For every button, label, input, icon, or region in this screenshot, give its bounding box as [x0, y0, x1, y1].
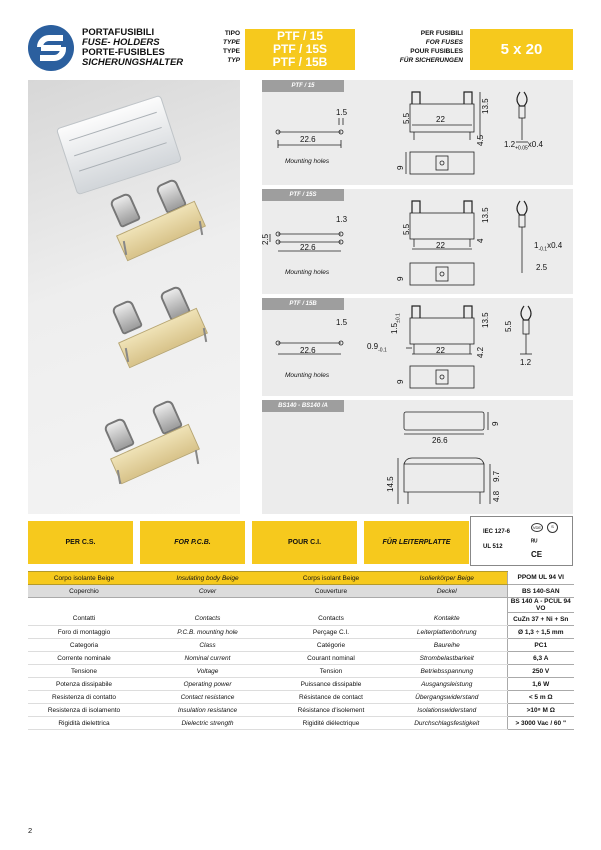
title-fr: PORTE-FUSIBLES: [82, 47, 165, 58]
dim-side-top: 9: [491, 421, 500, 426]
spec-cell-it: Tensione: [28, 665, 140, 678]
spec-cell-de: Baureihe: [387, 639, 507, 652]
spec-row: [28, 585, 574, 598]
spec-cell-fr: Puissance dissipable: [275, 678, 387, 691]
dim-offset: 2.5: [261, 233, 270, 245]
spec-cell-val: 6,3 A: [507, 652, 574, 665]
spec-cell-it: Coperchio: [28, 585, 140, 598]
page-number: 2: [28, 826, 33, 835]
photo-bs140: [28, 390, 240, 510]
ptf15s-drawing: [262, 189, 573, 294]
spec-cell-val: 250 V: [507, 665, 574, 678]
panel-label: PTF / 15S: [262, 189, 344, 201]
spec-cell-fr: Résistance d'isolement: [275, 704, 387, 717]
dim-hole-spacing: 22.6: [300, 135, 316, 144]
panel-label: PTF / 15B: [262, 298, 344, 310]
spec-cell-it: Contatti: [28, 613, 140, 626]
spec-cell-fr: Corps isolant Beige: [275, 572, 387, 585]
cert-iec: IEC 127-6: [483, 529, 511, 535]
title-it: PORTAFUSIBILI: [82, 27, 155, 38]
spec-cell-val: CuZn 37 + Ni + Sn: [507, 613, 574, 626]
dim-side: 9: [396, 379, 405, 384]
spec-cell-fr: Résistance de contact: [275, 691, 387, 704]
dim-side: 9: [396, 165, 405, 170]
spec-cell-en: Contacts: [140, 613, 275, 626]
type-ptf15b: PTF / 15B: [272, 55, 328, 69]
dim-width: 26.6: [432, 436, 448, 445]
spec-row: [28, 598, 574, 613]
type-label-it: TIPO: [224, 30, 240, 37]
spec-cell-de: Leiterplattenbohrung: [387, 626, 507, 639]
spec-cell-it: Resistenza di isolamento: [28, 704, 140, 717]
spec-cell-val: >10⁸ M Ω: [507, 704, 574, 717]
dim-height: 13.5: [481, 312, 490, 328]
mounting-holes-label: Mounting holes: [285, 158, 330, 165]
for-fuses-labels: [360, 29, 463, 65]
spec-cell-it: Rigidità dielettrica: [28, 717, 140, 730]
dim-pin: $1.2_{+0.05}x0.4$: [504, 140, 543, 152]
dim-lower: 4: [476, 238, 485, 243]
dim-hole-diameter: 1.5: [336, 318, 348, 327]
spec-cell-val: 1,6 W: [507, 678, 574, 691]
spec-cell-en: Nominal current: [140, 652, 275, 665]
spec-cell-de: Übergangswiderstand: [387, 691, 507, 704]
spec-row: [28, 717, 574, 730]
dim-offset: $0.9_{-0.1}$: [367, 342, 387, 354]
spec-cell-de: Betriebsspannung: [387, 665, 507, 678]
spec-cell-de: Strombelastbarkeit: [387, 652, 507, 665]
spec-cell-val: > 3000 Vac / 60 ": [507, 717, 574, 730]
dim-top: 5.5: [402, 112, 411, 124]
spec-row: [28, 613, 574, 626]
spec-cell-val: < 5 m Ω: [507, 691, 574, 704]
ul-icon: ᴿᵁ: [531, 539, 538, 546]
spec-cell-it: Corrente nominale: [28, 652, 140, 665]
mounting-holes-label: Mounting holes: [285, 269, 330, 276]
spec-cell-de: Durchschlagsfestigkeit: [387, 717, 507, 730]
spec-cell-de: Deckel: [387, 585, 507, 598]
dim-height: 13.5: [481, 207, 490, 223]
spec-row: [28, 704, 574, 717]
spec-cell-fr: Rigidité diélectrique: [275, 717, 387, 730]
dim-width: 22: [436, 115, 445, 124]
ce-icon: CE: [531, 550, 543, 559]
spec-row: [28, 678, 574, 691]
dim-pin: $1_{-0.1}x0.4$: [534, 241, 563, 253]
dim-height: 14.5: [386, 476, 395, 492]
spec-row: [28, 626, 574, 639]
spec-row: [28, 572, 574, 585]
dim-height: 13.5: [481, 98, 490, 114]
spec-cell-it: [28, 598, 140, 613]
spec-cell-fr: Courant nominal: [275, 652, 387, 665]
header-fur-leiterplatte: FÜR LEITERPLATTE: [364, 521, 469, 564]
spec-row: [28, 639, 574, 652]
product-photos: [28, 80, 240, 514]
cert-ul: UL 512: [483, 544, 503, 550]
panel-ptf15s: [262, 189, 573, 294]
dim-width: 22: [436, 346, 445, 355]
vde-icon: VDE: [532, 525, 542, 530]
spec-cell-it: Corpo isolante Beige: [28, 572, 140, 585]
dim-pin-length: 2.5: [536, 263, 548, 272]
spec-cell-fr: Tension: [275, 665, 387, 678]
type-label-en: TYPE: [223, 39, 240, 46]
spec-cell-de: Isolationswiderstand: [387, 704, 507, 717]
spec-cell-val: BS 140-SAN: [507, 585, 574, 598]
product-title: [82, 28, 183, 68]
panel-label: BS140 - BS140 /A: [262, 400, 344, 412]
dim-top: 5.5: [402, 223, 411, 235]
spec-cell-en: Contact resistance: [140, 691, 275, 704]
spec-cell-val: Ø 1,3 ÷ 1,5 mm: [507, 626, 574, 639]
spec-cell-en: [140, 598, 275, 613]
dim-h2: 9.7: [492, 470, 501, 482]
dim-hole-diameter: 1.5: [336, 108, 348, 117]
type-ptf15: PTF / 15: [276, 29, 323, 43]
spec-cell-val: PC1: [507, 639, 574, 652]
s-mark-icon: S: [547, 522, 558, 533]
panel-ptf15: [262, 80, 573, 185]
dim-top: $1.5_{\pm 0.1}$: [390, 313, 402, 334]
type-box: [245, 29, 355, 70]
spec-table: [28, 571, 574, 730]
spec-cell-en: Dielectric strength: [140, 717, 275, 730]
spec-cell-fr: Contacts: [275, 613, 387, 626]
spec-cell-fr: Catégorie: [275, 639, 387, 652]
spec-cell-val: BS 140 A - PCUL 94 VO: [507, 598, 574, 613]
spec-cell-de: [387, 598, 507, 613]
spec-cell-it: Categoria: [28, 639, 140, 652]
header-for-pcb: FOR P.C.B.: [140, 521, 245, 564]
spec-row: [28, 691, 574, 704]
for-label-it: PER FUSIBILI: [420, 30, 463, 37]
title-de: SICHERUNGSHALTER: [82, 57, 184, 68]
spec-cell-de: Ausgangsleistung: [387, 678, 507, 691]
header-per-cs: PER C.S.: [28, 521, 133, 564]
dim-pin: 1.2: [520, 358, 532, 367]
spec-row: [28, 665, 574, 678]
spec-cell-en: Operating power: [140, 678, 275, 691]
for-label-fr: POUR FUSIBLES: [410, 48, 463, 55]
dim-hole-spacing: 22.6: [300, 243, 316, 252]
dim-h3: 4.8: [492, 490, 501, 502]
spec-cell-fr: Couverture: [275, 585, 387, 598]
dim-lower: 4.2: [476, 346, 485, 358]
spec-cell-it: Resistenza di contatto: [28, 691, 140, 704]
spec-cell-en: Cover: [140, 585, 275, 598]
dim-hole-diameter: 1.3: [336, 215, 348, 224]
type-label-fr: TYPE: [223, 48, 240, 55]
for-label-de: FÜR SICHERUNGEN: [399, 57, 463, 64]
title-en: FUSE- HOLDERS: [82, 37, 160, 48]
dim-pin-height: 5.5: [504, 320, 513, 332]
type-ptf15s: PTF / 15S: [272, 42, 328, 56]
spec-cell-it: Foro di montaggio: [28, 626, 140, 639]
certifications: [470, 516, 573, 566]
for-label-en: FOR FUSES: [425, 39, 463, 46]
spec-cell-fr: [275, 598, 387, 613]
photo-ptf15s: [28, 175, 240, 285]
spec-cell-en: Insulating body Beige: [140, 572, 275, 585]
panel-label: PTF / 15: [262, 80, 344, 92]
type-label-de: TYP: [227, 57, 240, 64]
dim-hole-spacing: 22.6: [300, 346, 316, 355]
type-labels: [200, 29, 240, 65]
spec-cell-en: P.C.B. mounting hole: [140, 626, 275, 639]
fuse-size-box: 5 x 20: [470, 29, 573, 70]
photo-ptf15b: [28, 280, 240, 390]
dim-width: 22: [436, 241, 445, 250]
spec-cell-de: Isolierkörper Beige: [387, 572, 507, 585]
spec-cell-de: Kontakte: [387, 613, 507, 626]
ptf15-drawing: [262, 80, 573, 185]
panel-ptf15b: [262, 298, 573, 396]
spec-cell-val: PPOM UL 94 VI: [507, 572, 574, 585]
bs140-drawing: [262, 400, 573, 514]
spec-cell-it: Potenza dissipabile: [28, 678, 140, 691]
company-logo: [28, 25, 74, 71]
mounting-holes-label: Mounting holes: [285, 372, 330, 379]
header-pour-ci: POUR C.I.: [252, 521, 357, 564]
spec-cell-en: Insulation resistance: [140, 704, 275, 717]
dim-side: 9: [396, 276, 405, 281]
spec-cell-en: Voltage: [140, 665, 275, 678]
spec-row: [28, 652, 574, 665]
spec-cell-en: Class: [140, 639, 275, 652]
panel-bs140: [262, 400, 573, 514]
spec-cell-fr: Perçage C.I.: [275, 626, 387, 639]
dim-lower: 4.5: [476, 134, 485, 146]
